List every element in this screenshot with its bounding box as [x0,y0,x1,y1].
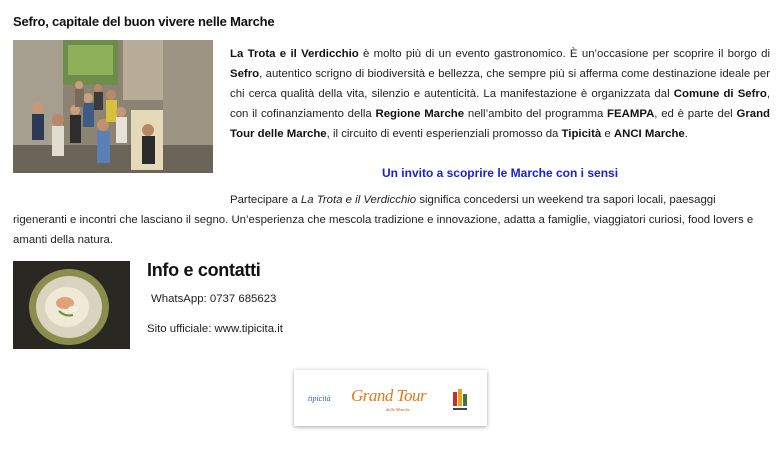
event-crowd-illustration [13,40,213,173]
dish-photo [13,261,130,349]
article-title: Sefro, capitale del buon vivere nelle Marche [13,14,275,29]
whatsapp-contact: WhatsApp: 0737 685623 [151,293,277,305]
grand-tour-logo: Grand Tour [351,386,427,405]
dish-illustration [13,261,130,349]
invite-paragraph: Partecipare a La Trota e il Verdicchio significa concedersi un weekend tra sapori locali, paesaggi rigeneranti e incontri che lasciano il segno. Un’esperienza che mescola tradizione e innovazione, adatta a famiglie, viaggiatori curiosi, food lovers e amanti della natura. [13,194,754,246]
grand-tour-logo-subtitle: delle Marche [386,407,410,412]
partner-logos-banner [294,370,487,426]
intro-paragraph: La Trota e il Verdicchio è molto più di un evento gastronomico. È un’occasione per scoprire il borgo di Sefro, autentico scrigno di biodiversità e bellezza, che sempre più si afferma come destinazione ideale per chi cerca qualità della vita, silenzio e autenticità. La manifestazione è organizzata dal Comune di Sefro, con il cofinanziamento della Regione Marche nell’ambito del programma FEAMPA, ed è parte del Grand Tour delle Marche, il circuito di eventi esperienziali promosso da Tipicità e ANCI Marche. [230,48,770,140]
anci-marche-logo-icon [452,388,468,412]
info-contacts-heading: Info e contatti [147,260,261,280]
tipicita-logo: tipicità [308,394,331,403]
event-crowd-photo [13,40,213,173]
section-subheading: Un invito a scoprire le Marche con i sensi [381,166,619,180]
official-site-text[interactable]: Sito ufficiale: www.tipicita.it [147,323,283,335]
